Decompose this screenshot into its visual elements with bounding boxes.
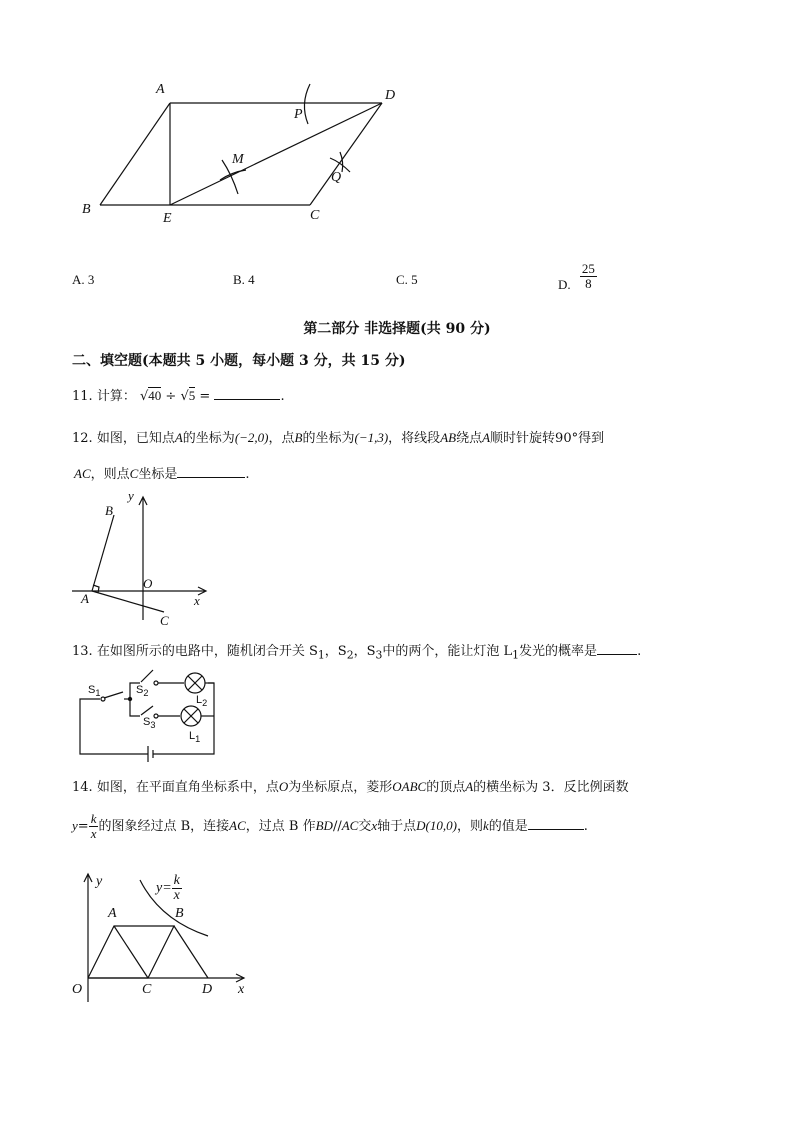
q12-text: 顺时针旋转90°得到 (490, 431, 605, 446)
q12-point-C: C (129, 466, 139, 481)
q14-seg: AC (229, 818, 246, 833)
q12-fig-label-x: x (194, 593, 200, 608)
q12-text: ，点 (268, 431, 295, 446)
q12-text: 的坐标为 (302, 431, 355, 446)
q14-rhombus: OABC (392, 779, 427, 794)
q13-sub: 3 (375, 648, 383, 662)
q12-coord-B: (−1,3) (354, 430, 389, 445)
q14-seg: AC (341, 818, 359, 833)
option-c-value: 5 (411, 272, 418, 287)
q12-point-A: A (174, 430, 183, 445)
q12-end: . (245, 467, 250, 482)
s-sub: 3 (150, 720, 156, 731)
l-sub: 2 (202, 698, 208, 709)
sqrt-40: √40 (139, 388, 162, 404)
q11-number: 11. (72, 389, 93, 404)
s-sub: 2 (143, 688, 149, 699)
q12-point-A: A (482, 430, 491, 445)
q12-segment-AC: AC (74, 466, 91, 481)
q14-coord-D: (10,0) (425, 818, 457, 833)
q13-text-part: 中的两个，能让灯泡 L (382, 644, 513, 659)
q14-text: 为坐标原点，菱形 (288, 780, 393, 795)
q14-fig-label-C: C (142, 982, 152, 997)
q11-equals: = (199, 389, 211, 404)
q13-switch: S (366, 644, 376, 659)
q14-text: ，则 (456, 819, 483, 834)
frac-num: k (90, 811, 97, 826)
q12-point-B: B (294, 430, 303, 445)
q14-text: 的横坐标为 3．反比例函数 (473, 780, 629, 795)
q14-text: 的顶点 (426, 780, 466, 795)
q14-text: 轴于点 (377, 819, 417, 834)
q14-var: y (72, 818, 78, 833)
q14-fig-label-D: D (202, 982, 213, 997)
q14-point: A (465, 779, 474, 794)
q14-parallel: // (332, 819, 342, 834)
q12-text: ，则点 (90, 467, 130, 482)
q14-end: . (583, 819, 588, 834)
q14-eq: = (77, 819, 89, 834)
q14-text: ，过点 B 作 (245, 819, 316, 834)
q12-text: 坐标是 (138, 467, 178, 482)
q14-fig-label-y: y (96, 874, 103, 889)
q14-fig-curve-label (156, 874, 182, 903)
q14-text: 的值是 (488, 819, 528, 834)
q12-text: ，将线段 (388, 431, 441, 446)
q13-sub: 1 (317, 648, 325, 662)
q13-switch: S (337, 644, 347, 659)
q14-fig-label-B: B (175, 906, 184, 921)
q13-text-part: 发光的概率是 (519, 644, 598, 659)
label-M: M (232, 152, 244, 167)
curve-frac (172, 874, 182, 903)
q14-seg: BD (315, 818, 333, 833)
option-d-numerator: 25 (581, 261, 595, 276)
q12-segment-AB: AB (440, 430, 457, 445)
q12-fig-label-C: C (160, 613, 169, 628)
q13-sub: 2 (346, 648, 354, 662)
l-sub: 1 (195, 734, 201, 745)
q14-fig-label-A: A (108, 906, 117, 921)
q13-end: . (637, 644, 642, 659)
q12-text: 如图，已知点 (96, 431, 175, 446)
option-d-denominator: 8 (585, 276, 592, 291)
q14-point: D (416, 818, 426, 833)
curve-k: k (173, 873, 180, 888)
section2-heading: 二、填空题(本题共 5 小题，每小题 3 分，共 15 分) (72, 353, 406, 369)
q14-point: O (278, 779, 289, 794)
q11-end: . (280, 389, 285, 404)
q13-text-part: 在如图所示的电路中，随机闭合开关 S (96, 644, 318, 659)
s-letter: S (88, 684, 96, 696)
label-E: E (163, 211, 172, 226)
q14-fig-label-x: x (238, 982, 245, 997)
q14-text: 交 (358, 819, 372, 834)
sqrt-5: √5 (180, 388, 196, 404)
q12-fig-label-B: B (105, 503, 113, 518)
option-c-key: C. (396, 272, 408, 287)
radicand-40: 40 (148, 388, 162, 403)
option-b-value: 4 (248, 272, 255, 287)
label-C: C (310, 208, 320, 223)
label-Q: Q (331, 170, 342, 185)
l-letter: L (196, 694, 203, 706)
q13-number: 13. (72, 644, 93, 659)
option-b-key: B. (233, 272, 245, 287)
q12-fig-label-O: O (143, 576, 153, 591)
label-P: P (294, 107, 303, 122)
option-a-key: A. (72, 272, 85, 287)
q14-text: 如图，在平面直角坐标系中，点 (96, 780, 279, 795)
frac-den: x (90, 826, 97, 841)
curve-y: y= (156, 880, 172, 896)
q14-number: 14. (72, 780, 93, 795)
s-sub: 1 (95, 688, 101, 699)
option-a-value: 3 (87, 272, 95, 287)
label-B: B (82, 202, 91, 217)
q14-var: x (371, 818, 378, 833)
curve-x: x (173, 888, 180, 903)
q12-coord-A: (−2,0) (234, 430, 269, 445)
part2-title: 第二部分 非选择题(共 90 分) (303, 321, 491, 337)
q13-text-part: ， (353, 644, 367, 659)
q11-divide: ÷ (165, 389, 177, 404)
s-letter: S (136, 684, 144, 696)
q14-var: k (482, 818, 489, 833)
q14-fig-label-O: O (72, 982, 83, 997)
q12-fig-label-A: A (81, 591, 89, 606)
q13-sub: 1 (512, 648, 520, 662)
option-d-key: D. (558, 277, 571, 293)
label-D: D (385, 88, 396, 103)
q12-text: 的坐标为 (182, 431, 235, 446)
q12-text: 绕点 (456, 431, 483, 446)
s-letter: S (143, 716, 151, 728)
label-A: A (156, 82, 165, 97)
l-letter: L (189, 730, 196, 742)
segment-AC (114, 926, 148, 978)
radicand-5: 5 (188, 388, 196, 403)
q11-prefix: 计算： (96, 389, 136, 404)
q14-text: 的图象经过点 B，连接 (98, 819, 230, 834)
q12-number: 12. (72, 431, 93, 446)
q13-text-part: ， (324, 644, 338, 659)
q12-fig-label-y: y (128, 488, 134, 503)
